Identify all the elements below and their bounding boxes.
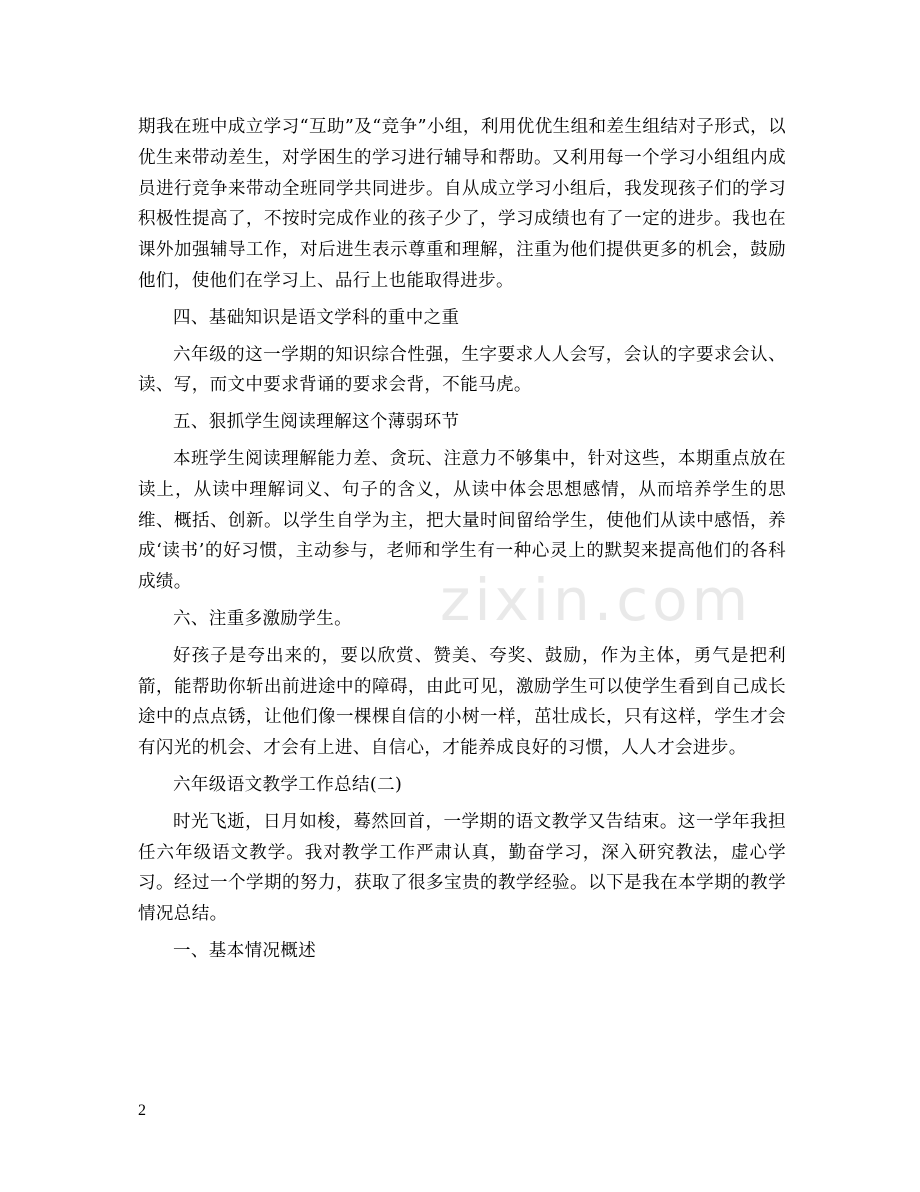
section-heading-1: 一、基本情况概述 [173,940,317,961]
body-text [138,112,786,967]
watermark: zixin.com [440,566,753,634]
paragraph: 六年级的这一学期的知识综合性强，生字要求人人会写，会认的字要求会认、读、写，而文中要求背诵的要求会背，不能马虎。 [138,344,786,396]
paragraph: 本班学生阅读理解能力差、贪玩、注意力不够集中，针对这些，本期重点放在读上，从读中理解词义、句子的含义，从读中体会思想感情，从而培养学生的思维、概括、创新。以学生自学为主，把大量时间留给学生，使他们从读中感悟，养成‘读书’的好习惯，主动参与，老师和学生有一种心灵上的默契来提高他们的各科成绩。 [138,448,786,593]
paragraph: 时光飞逝，日月如梭，蓦然回首，一学期的语文教学又告结束。这一学年我担任六年级语文教学。我对教学工作严肃认真，勤奋学习，深入研究教法，虚心学习。经过一个学期的努力，获取了很多宝贵的教学经验。以下是我在本学期的教学情况总结。 [138,811,786,925]
section-heading-4: 四、基础知识是语文学科的重中之重 [173,307,460,328]
paragraph-continued: 期我在班中成立学习“互助”及“竞争”小组，利用优优生组和差生组结对子形式，以优生来带动差生，对学困生的学习进行辅导和帮助。又利用每一个学习小组组内成员进行竞争来带动全班同学共同进步。自从成立学习小组后，我发现孩子们的学习积极性提高了，不按时完成作业的孩子少了，学习成绩也有了一定的进步。我也在课外加强辅导工作，对后进生表示尊重和理解，注重为他们提供更多的机会，鼓励他们，使他们在学习上、品行上也能取得进步。 [138,117,786,291]
page-number: 2 [138,1102,146,1119]
section-heading-6: 六、注重多激励学生。 [173,608,352,629]
section-heading-5: 五、狠抓学生阅读理解这个薄弱环节 [173,412,460,433]
document-subtitle: 六年级语文教学工作总结(二) [173,774,403,795]
paragraph: 好孩子是夸出来的，要以欣赏、赞美、夸奖、鼓励，作为主体，勇气是把利箭，能帮助你斩出前进途中的障碍，由此可见，激励学生可以使学生看到自己成长途中的点点锈，让他们像一棵棵自信的小树一样，茁壮成长，只有这样，学生才会有闪光的机会、才会有上进、自信心，才能养成良好的习惯，人人才会进步。 [138,645,786,759]
